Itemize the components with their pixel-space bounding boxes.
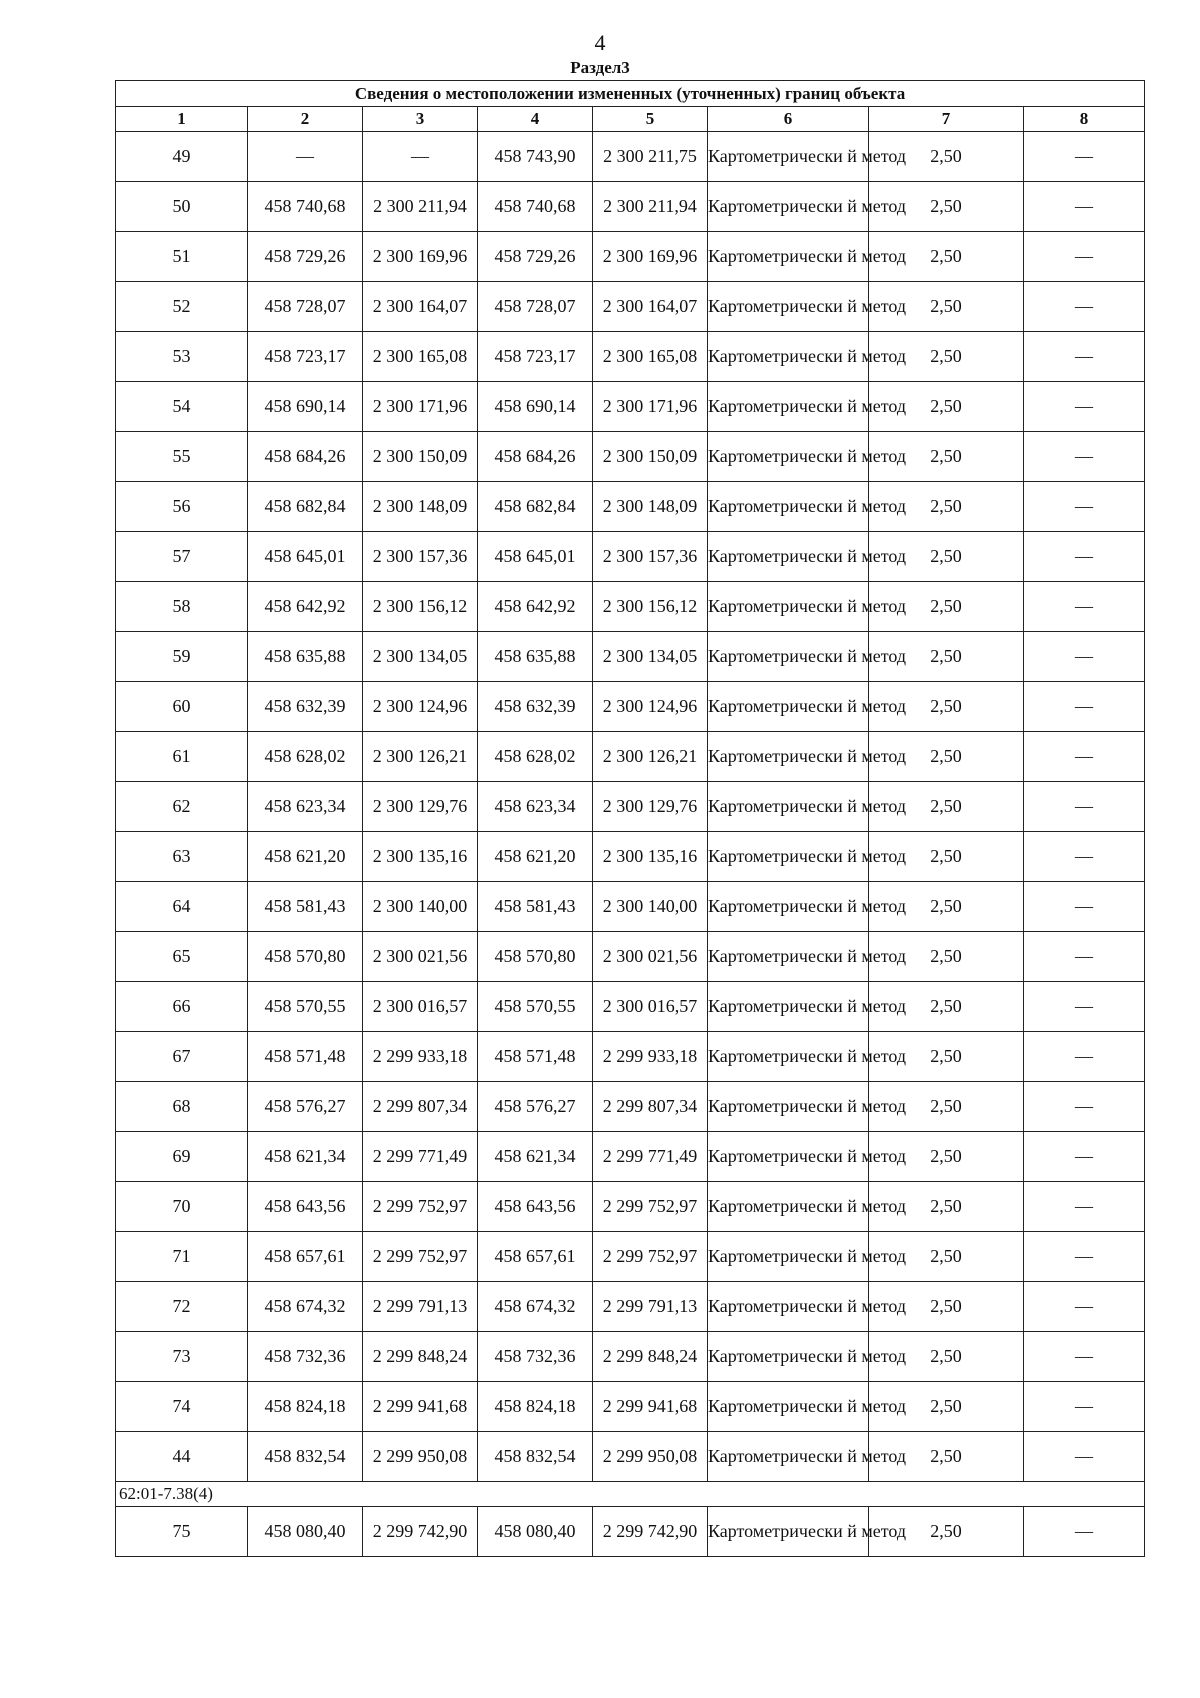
page-number: 4 [594,30,606,55]
table-cell: 458 723,17 [478,332,593,382]
table-row [116,1182,1145,1232]
table-cell: 458 832,54 [248,1432,363,1482]
table-cell: 2,50 [869,632,1024,682]
table-cell: 2 300 140,00 [363,882,478,932]
table-cell: — [1024,1232,1145,1282]
table-cell: 458 657,61 [478,1232,593,1282]
table-row [116,382,1145,432]
table-cell: 2 299 941,68 [593,1382,708,1432]
table-cell: 2,50 [869,1282,1024,1332]
table-cell: 2,50 [869,1432,1024,1482]
column-header: 4 [478,107,593,132]
table-cell: 55 [116,432,248,482]
table-row [116,782,1145,832]
table-cell: — [1024,1132,1145,1182]
table-cell: 458 690,14 [478,382,593,432]
table-cell: 50 [116,182,248,232]
table-cell: Картометрически й метод [708,1382,869,1432]
table-cell: 458 645,01 [248,532,363,582]
table-cell: 2 300 134,05 [363,632,478,682]
table-cell: — [1024,1082,1145,1132]
table-cell: 458 635,88 [248,632,363,682]
column-header: 6 [708,107,869,132]
table-cell: 458 570,80 [248,932,363,982]
table-cell: 2 299 771,49 [363,1132,478,1182]
table-cell: 2 299 848,24 [363,1332,478,1382]
table-cell: 458 632,39 [248,682,363,732]
table-cell: 2,50 [869,1182,1024,1232]
table-cell: 458 628,02 [478,732,593,782]
table-cell: 2 300 171,96 [593,382,708,432]
table-cell: — [1024,932,1145,982]
table-cell: — [1024,682,1145,732]
table-cell: 2 299 752,97 [593,1232,708,1282]
table-cell: 60 [116,682,248,732]
table-row [116,1507,1145,1557]
table-cell: 2 300 148,09 [363,482,478,532]
table-cell: — [1024,1282,1145,1332]
table-cell: 2,50 [869,1232,1024,1282]
table-cell: 458 581,43 [248,882,363,932]
table-cell: 458 723,17 [248,332,363,382]
table-cell: 68 [116,1082,248,1132]
column-header: 1 [116,107,248,132]
table-cell: 458 628,02 [248,732,363,782]
table-cell: 458 576,27 [478,1082,593,1132]
table-cell: 458 080,40 [478,1507,593,1557]
table-cell: 2 300 156,12 [363,582,478,632]
table-cell: Картометрически й метод [708,882,869,932]
column-header: 3 [363,107,478,132]
table-cell: 57 [116,532,248,582]
table-cell: — [1024,1382,1145,1432]
table-cell: — [1024,282,1145,332]
table-cell: 63 [116,832,248,882]
table-row [116,1432,1145,1482]
table-cell: Картометрически й метод [708,1032,869,1082]
table-cell: 2,50 [869,782,1024,832]
table-cell: 2,50 [869,432,1024,482]
column-header-row [116,107,1145,132]
table-cell: 2,50 [869,932,1024,982]
table-cell: — [1024,732,1145,782]
table-cell: 458 674,32 [478,1282,593,1332]
table-cell: 2,50 [869,532,1024,582]
table-cell: — [1024,1182,1145,1232]
table-cell: 2 300 124,96 [593,682,708,732]
table-row [116,682,1145,732]
table-cell: Картометрически й метод [708,932,869,982]
table-cell: 2 299 742,90 [363,1507,478,1557]
table-cell: Картометрически й метод [708,1082,869,1132]
table-cell: 2 300 171,96 [363,382,478,432]
table-cell: 2 300 150,09 [363,432,478,482]
table-cell: 2,50 [869,1032,1024,1082]
table-cell: 71 [116,1232,248,1282]
table-cell: — [1024,1332,1145,1382]
table-cell: Картометрически й метод [708,782,869,832]
table-cell: 2 299 807,34 [593,1082,708,1132]
table-cell: 2,50 [869,832,1024,882]
table-cell: 458 576,27 [248,1082,363,1132]
table-cell: 458 642,92 [478,582,593,632]
table-cell: 2 300 157,36 [363,532,478,582]
table-cell: — [1024,382,1145,432]
table-cell: — [1024,632,1145,682]
table-cell: — [1024,1432,1145,1482]
table-row [116,532,1145,582]
table-cell: 2,50 [869,882,1024,932]
table-cell: 2 300 211,94 [593,182,708,232]
table-cell: 2 300 021,56 [593,932,708,982]
table-cell: Картометрически й метод [708,332,869,382]
table-cell: 2 300 129,76 [593,782,708,832]
table-cell: 58 [116,582,248,632]
table-cell: 458 824,18 [478,1382,593,1432]
table-cell: — [1024,232,1145,282]
table-cell: 2 300 211,75 [593,132,708,182]
table-cell: 72 [116,1282,248,1332]
table-cell: 2 299 950,08 [593,1432,708,1482]
table-cell: 2,50 [869,1382,1024,1432]
table-cell: 61 [116,732,248,782]
table-cell: Картометрически й метод [708,282,869,332]
column-header: 8 [1024,107,1145,132]
table-cell: — [1024,182,1145,232]
table-cell: 2 300 124,96 [363,682,478,732]
table-cell: Картометрически й метод [708,482,869,532]
table-cell: 2 299 771,49 [593,1132,708,1182]
table-cell: 2 300 134,05 [593,632,708,682]
table-cell: 44 [116,1432,248,1482]
table-cell: Картометрически й метод [708,1182,869,1232]
table-cell: 2 300 165,08 [363,332,478,382]
table-row [116,1232,1145,1282]
table-cell: 2 300 169,96 [593,232,708,282]
table-row [116,482,1145,532]
table-cell: 458 621,20 [478,832,593,882]
table-cell: Картометрически й метод [708,682,869,732]
table-row [116,1282,1145,1332]
table-cell: 458 657,61 [248,1232,363,1282]
table-row [116,332,1145,382]
table-cell: 458 621,34 [248,1132,363,1182]
table-body [116,132,1145,1557]
column-header: 5 [593,107,708,132]
table-cell: 65 [116,932,248,982]
table-cell: 2 300 156,12 [593,582,708,632]
table-cell: 67 [116,1032,248,1082]
table-cell: Картометрически й метод [708,232,869,282]
table-row [116,232,1145,282]
table-cell: — [1024,432,1145,482]
table-cell: 54 [116,382,248,432]
table-cell: 2 300 129,76 [363,782,478,832]
table-cell: 458 635,88 [478,632,593,682]
table-cell: 2 299 791,13 [363,1282,478,1332]
table-row [116,1032,1145,1082]
table-cell: 458 740,68 [248,182,363,232]
table-cell: 458 632,39 [478,682,593,732]
table-cell: Картометрически й метод [708,1232,869,1282]
table-cell: 458 832,54 [478,1432,593,1482]
table-cell: 2 300 164,07 [593,282,708,332]
table-cell: 2 300 126,21 [363,732,478,782]
table-row [116,732,1145,782]
table-row [116,832,1145,882]
table-cell: 52 [116,282,248,332]
table-row [116,1382,1145,1432]
table-cell: 458 690,14 [248,382,363,432]
table-cell: 2,50 [869,132,1024,182]
table-cell: — [248,132,363,182]
table-cell: 2,50 [869,732,1024,782]
table-cell: 2 300 135,16 [593,832,708,882]
table-cell: 458 643,56 [248,1182,363,1232]
table-cell: 2,50 [869,1082,1024,1132]
table-cell: — [1024,1032,1145,1082]
table-cell: — [1024,782,1145,832]
table-row [116,932,1145,982]
table-cell: 458 645,01 [478,532,593,582]
table-cell: Картометрически й метод [708,1332,869,1382]
table-cell: 458 571,48 [248,1032,363,1082]
table-cell: Картометрически й метод [708,1282,869,1332]
table-cell: 2 299 933,18 [363,1032,478,1082]
table-caption: Сведения о местоположении измененных (уточненных) границ объекта [116,81,1145,107]
table-row [116,432,1145,482]
table-cell: 2,50 [869,1507,1024,1557]
table-cell: 2,50 [869,482,1024,532]
table-cell: Картометрически й метод [708,982,869,1032]
table-cell: 2 299 950,08 [363,1432,478,1482]
table-cell: 2 299 752,97 [363,1182,478,1232]
table-cell: 56 [116,482,248,532]
table-cell: 2 300 148,09 [593,482,708,532]
table-cell: Картометрически й метод [708,382,869,432]
table-cell: 2 300 016,57 [593,982,708,1032]
table-cell: 2,50 [869,182,1024,232]
table-cell: 458 728,07 [478,282,593,332]
table-cell: 458 080,40 [248,1507,363,1557]
table-cell: — [1024,982,1145,1032]
table-cell: 458 729,26 [248,232,363,282]
table-cell: 458 743,90 [478,132,593,182]
table-cell: 73 [116,1332,248,1382]
table-cell: Картометрически й метод [708,432,869,482]
section-title: Раздел3 [570,58,630,77]
table-cell: 2 299 752,97 [363,1232,478,1282]
table-cell: — [1024,132,1145,182]
table-cell: 75 [116,1507,248,1557]
table-cell: — [1024,482,1145,532]
table-cell: 2 299 752,97 [593,1182,708,1232]
table-row [116,582,1145,632]
table-cell: 53 [116,332,248,382]
table-cell: 458 642,92 [248,582,363,632]
table-cell: 458 643,56 [478,1182,593,1232]
table-cell: 458 684,26 [478,432,593,482]
table-cell: 2,50 [869,332,1024,382]
table-cell: 2 300 150,09 [593,432,708,482]
table-cell: 458 623,34 [478,782,593,832]
table-row [116,182,1145,232]
table-cell: Картометрически й метод [708,182,869,232]
table-cell: 2,50 [869,682,1024,732]
table-cell: 2 300 016,57 [363,982,478,1032]
table-row [116,1082,1145,1132]
table-cell: Картометрически й метод [708,732,869,782]
group-label: 62:01-7.38(4) [116,1482,1145,1507]
table-cell: 51 [116,232,248,282]
table-cell: 458 571,48 [478,1032,593,1082]
table-cell: 2 300 140,00 [593,882,708,932]
table-cell: 2 300 165,08 [593,332,708,382]
table-cell: Картометрически й метод [708,1132,869,1182]
table-cell: 458 729,26 [478,232,593,282]
table-cell: 2 299 933,18 [593,1032,708,1082]
group-row [116,1482,1145,1507]
table-cell: — [1024,532,1145,582]
table-cell: 458 581,43 [478,882,593,932]
table-cell: 2 299 941,68 [363,1382,478,1432]
table-cell: 458 682,84 [478,482,593,532]
table-cell: 458 570,80 [478,932,593,982]
table-cell: 74 [116,1382,248,1432]
table-row [116,132,1145,182]
table-cell: 2,50 [869,1132,1024,1182]
column-header: 2 [248,107,363,132]
table-cell: 2 299 791,13 [593,1282,708,1332]
table-cell: — [1024,882,1145,932]
table-cell: 64 [116,882,248,932]
table-cell: — [1024,582,1145,632]
table-cell: 458 732,36 [478,1332,593,1382]
table-cell: 2 300 135,16 [363,832,478,882]
table-cell: 62 [116,782,248,832]
table-cell: 2 299 742,90 [593,1507,708,1557]
table-cell: Картометрически й метод [708,532,869,582]
column-header: 7 [869,107,1024,132]
table-cell: — [363,132,478,182]
table-cell: 2,50 [869,382,1024,432]
table-cell: 458 570,55 [248,982,363,1032]
table-row [116,882,1145,932]
table-cell: 458 682,84 [248,482,363,532]
table-cell: Картометрически й метод [708,832,869,882]
table-cell: — [1024,832,1145,882]
table-cell: — [1024,332,1145,382]
table-cell: 2,50 [869,582,1024,632]
table-cell: 2,50 [869,982,1024,1032]
table-cell: 2,50 [869,282,1024,332]
table-cell: 458 570,55 [478,982,593,1032]
table-cell: — [1024,1507,1145,1557]
table-cell: 2 300 021,56 [363,932,478,982]
table-cell: 69 [116,1132,248,1182]
table-cell: 2 300 157,36 [593,532,708,582]
table-cell: 2,50 [869,1332,1024,1382]
table-row [116,982,1145,1032]
table-cell: Картометрически й метод [708,1432,869,1482]
table-cell: 2 300 169,96 [363,232,478,282]
table-row [116,632,1145,682]
table-cell: Картометрически й метод [708,132,869,182]
table-cell: 2 300 164,07 [363,282,478,332]
table-cell: 458 621,20 [248,832,363,882]
table-cell: Картометрически й метод [708,1507,869,1557]
table-cell: 458 623,34 [248,782,363,832]
coordinates-table [115,80,1145,1557]
table-cell: 59 [116,632,248,682]
table-cell: Картометрически й метод [708,632,869,682]
table-cell: 458 728,07 [248,282,363,332]
table-cell: 2,50 [869,232,1024,282]
table-cell: 2 299 807,34 [363,1082,478,1132]
table-row [116,282,1145,332]
table-cell: Картометрически й метод [708,582,869,632]
table-cell: 458 824,18 [248,1382,363,1432]
table-cell: 458 621,34 [478,1132,593,1182]
table-cell: 458 732,36 [248,1332,363,1382]
table-cell: 458 740,68 [478,182,593,232]
table-cell: 2 299 848,24 [593,1332,708,1382]
table-row [116,1332,1145,1382]
table-cell: 2 300 126,21 [593,732,708,782]
table-cell: 458 674,32 [248,1282,363,1332]
table-cell: 70 [116,1182,248,1232]
table-cell: 49 [116,132,248,182]
table-row [116,1132,1145,1182]
table-cell: 458 684,26 [248,432,363,482]
table-cell: 66 [116,982,248,1032]
table-cell: 2 300 211,94 [363,182,478,232]
